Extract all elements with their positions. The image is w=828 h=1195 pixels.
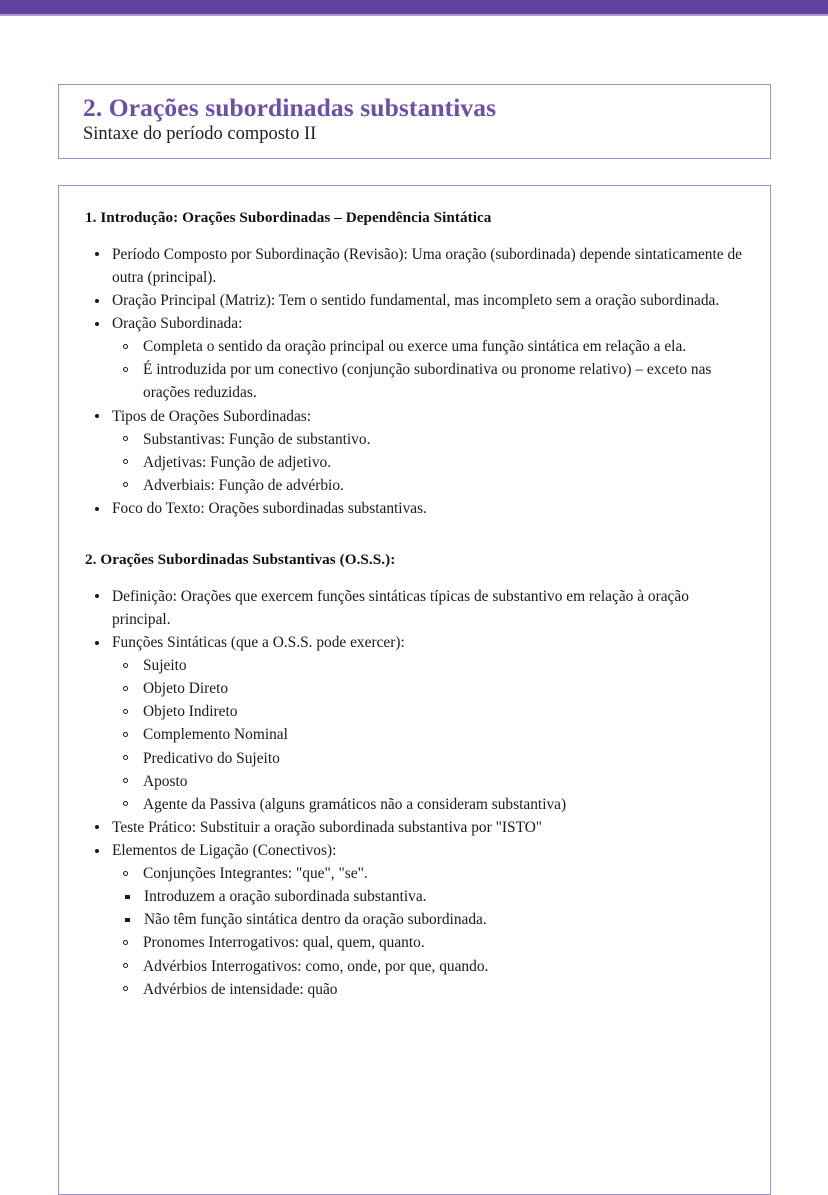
bullet-list-level-2 xyxy=(85,335,744,404)
list-item xyxy=(112,978,744,1001)
bullet-circle-icon xyxy=(123,344,128,349)
bullet-circle-icon xyxy=(123,755,128,760)
list-item-text: Foco do Texto: Orações subordinadas substantivas. xyxy=(112,499,427,517)
bullet-list-level-2 xyxy=(85,862,744,1001)
bullet-circle-icon xyxy=(123,482,128,487)
list-item-text: Sujeito xyxy=(143,657,187,675)
bullet-square-icon xyxy=(125,918,130,923)
list-item xyxy=(112,677,744,700)
list-item-text: Advérbios Interrogativos: como, onde, por que, quando. xyxy=(143,957,489,975)
nested-list-wrapper xyxy=(85,428,744,497)
bullet-circle-icon xyxy=(123,459,128,464)
bullet-circle-icon xyxy=(123,709,128,714)
nested-list-wrapper xyxy=(85,885,744,931)
bullet-list-level-2 xyxy=(85,428,744,497)
list-item xyxy=(85,289,744,312)
bullet-circle-icon xyxy=(123,801,128,806)
list-item-text: Completa o sentido da oração principal ou exerce uma função sintática em relação a ela. xyxy=(143,338,687,356)
list-item-text: Predicativo do Sujeito xyxy=(143,749,280,767)
bullet-circle-icon xyxy=(123,663,128,668)
bullet-disc-icon xyxy=(95,825,99,829)
nested-list-wrapper xyxy=(85,335,744,404)
list-item xyxy=(112,474,744,497)
bullet-list-level-2 xyxy=(85,654,744,816)
list-item-text: Conjunções Integrantes: "que", "se". xyxy=(143,865,368,883)
bullet-list-level-3 xyxy=(85,885,744,931)
page-title: 2. Orações subordinadas substantivas xyxy=(83,93,497,122)
bullet-circle-icon xyxy=(123,940,128,945)
list-item-text: Pronomes Interrogativos: qual, quem, quanto. xyxy=(143,934,425,952)
bullet-circle-icon xyxy=(123,963,128,968)
list-item-text: Funções Sintáticas (que a O.S.S. pode exercer): xyxy=(112,634,405,652)
list-item xyxy=(112,335,744,358)
bullet-circle-icon xyxy=(123,686,128,691)
list-item xyxy=(85,839,744,862)
bullet-disc-icon xyxy=(95,641,99,645)
list-item-text: Definição: Orações que exercem funções sintáticas típicas de substantivo em relação à oração principal. xyxy=(112,587,689,628)
bullet-circle-icon xyxy=(123,436,128,441)
list-item-text: Objeto Direto xyxy=(143,680,229,698)
bullet-circle-icon xyxy=(123,732,128,737)
bullet-disc-icon xyxy=(95,299,99,303)
list-item xyxy=(112,654,744,677)
list-item xyxy=(114,885,744,908)
list-item-text: Introduzem a oração subordinada substantiva. xyxy=(144,888,427,906)
list-item xyxy=(112,793,744,816)
list-item-text: Aposto xyxy=(143,772,188,790)
bullet-disc-icon xyxy=(95,252,99,256)
list-item xyxy=(112,955,744,978)
list-item-text: Adverbiais: Função de advérbio. xyxy=(143,476,344,494)
bullet-circle-icon xyxy=(123,367,128,372)
section-heading: 1. Introdução: Orações Subordinadas – Dependência Sintática xyxy=(85,209,492,226)
nested-list-wrapper xyxy=(85,862,744,1001)
list-item xyxy=(114,908,744,931)
list-item xyxy=(85,631,744,654)
bullet-disc-icon xyxy=(95,594,99,598)
bullet-disc-icon xyxy=(95,507,99,511)
list-item xyxy=(112,770,744,793)
list-item-text: Período Composto por Subordinação (Revisão): Uma oração (subordinada) depende sintaticamente de outra (principal). xyxy=(112,245,742,286)
list-item xyxy=(112,862,744,885)
list-item-text: Oração Principal (Matriz): Tem o sentido fundamental, mas incompleto sem a oração subordinada. xyxy=(112,291,720,309)
bullet-circle-icon xyxy=(123,871,128,876)
list-item-text: Elementos de Ligação (Conectivos): xyxy=(112,842,337,860)
bullet-circle-icon xyxy=(123,778,128,783)
bullet-square-icon xyxy=(125,895,130,900)
content-card xyxy=(58,185,771,1195)
list-item xyxy=(85,243,744,289)
list-item-text: Adjetivas: Função de adjetivo. xyxy=(143,453,332,471)
list-item xyxy=(85,816,744,839)
bullet-circle-icon xyxy=(123,986,128,991)
list-item-text: É introduzida por um conectivo (conjunção subordinativa ou pronome relativo) – exceto nas orações reduzidas. xyxy=(143,361,712,402)
top-accent-underline xyxy=(0,14,828,16)
top-accent-bar xyxy=(0,0,828,14)
list-item-text: Teste Prático: Substituir a oração subordinada substantiva por "ISTO" xyxy=(112,818,543,836)
list-item-text: Oração Subordinada: xyxy=(112,315,243,333)
bullet-list-level-1 xyxy=(85,585,744,1001)
list-item xyxy=(85,312,744,335)
list-item xyxy=(112,931,744,954)
sections-container xyxy=(85,208,744,1001)
list-item-text: Advérbios de intensidade: quão xyxy=(143,980,338,998)
page-subtitle: Sintaxe do período composto II xyxy=(83,123,317,144)
bullet-disc-icon xyxy=(95,414,99,418)
bullet-disc-icon xyxy=(95,849,99,853)
list-item-text: Objeto Indireto xyxy=(143,703,238,721)
list-item xyxy=(85,585,744,631)
list-item xyxy=(85,405,744,428)
list-item-text: Substantivas: Função de substantivo. xyxy=(143,430,371,448)
nested-list-wrapper xyxy=(85,654,744,816)
list-item xyxy=(112,700,744,723)
list-item xyxy=(112,723,744,746)
list-item xyxy=(85,497,744,520)
list-item xyxy=(112,747,744,770)
bullet-list-level-1 xyxy=(85,243,744,520)
list-item xyxy=(112,428,744,451)
bullet-disc-icon xyxy=(95,322,99,326)
list-item-text: Agente da Passiva (alguns gramáticos não a consideram substantiva) xyxy=(143,795,567,813)
section-heading: 2. Orações Subordinadas Substantivas (O.S.S.): xyxy=(85,551,396,569)
list-item xyxy=(112,358,744,404)
list-item-text: Não têm função sintática dentro da oração subordinada. xyxy=(144,911,487,929)
list-item-text: Tipos de Orações Subordinadas: xyxy=(112,407,312,425)
title-card xyxy=(58,84,771,159)
list-item xyxy=(112,451,744,474)
list-item-text: Complemento Nominal xyxy=(143,726,288,744)
